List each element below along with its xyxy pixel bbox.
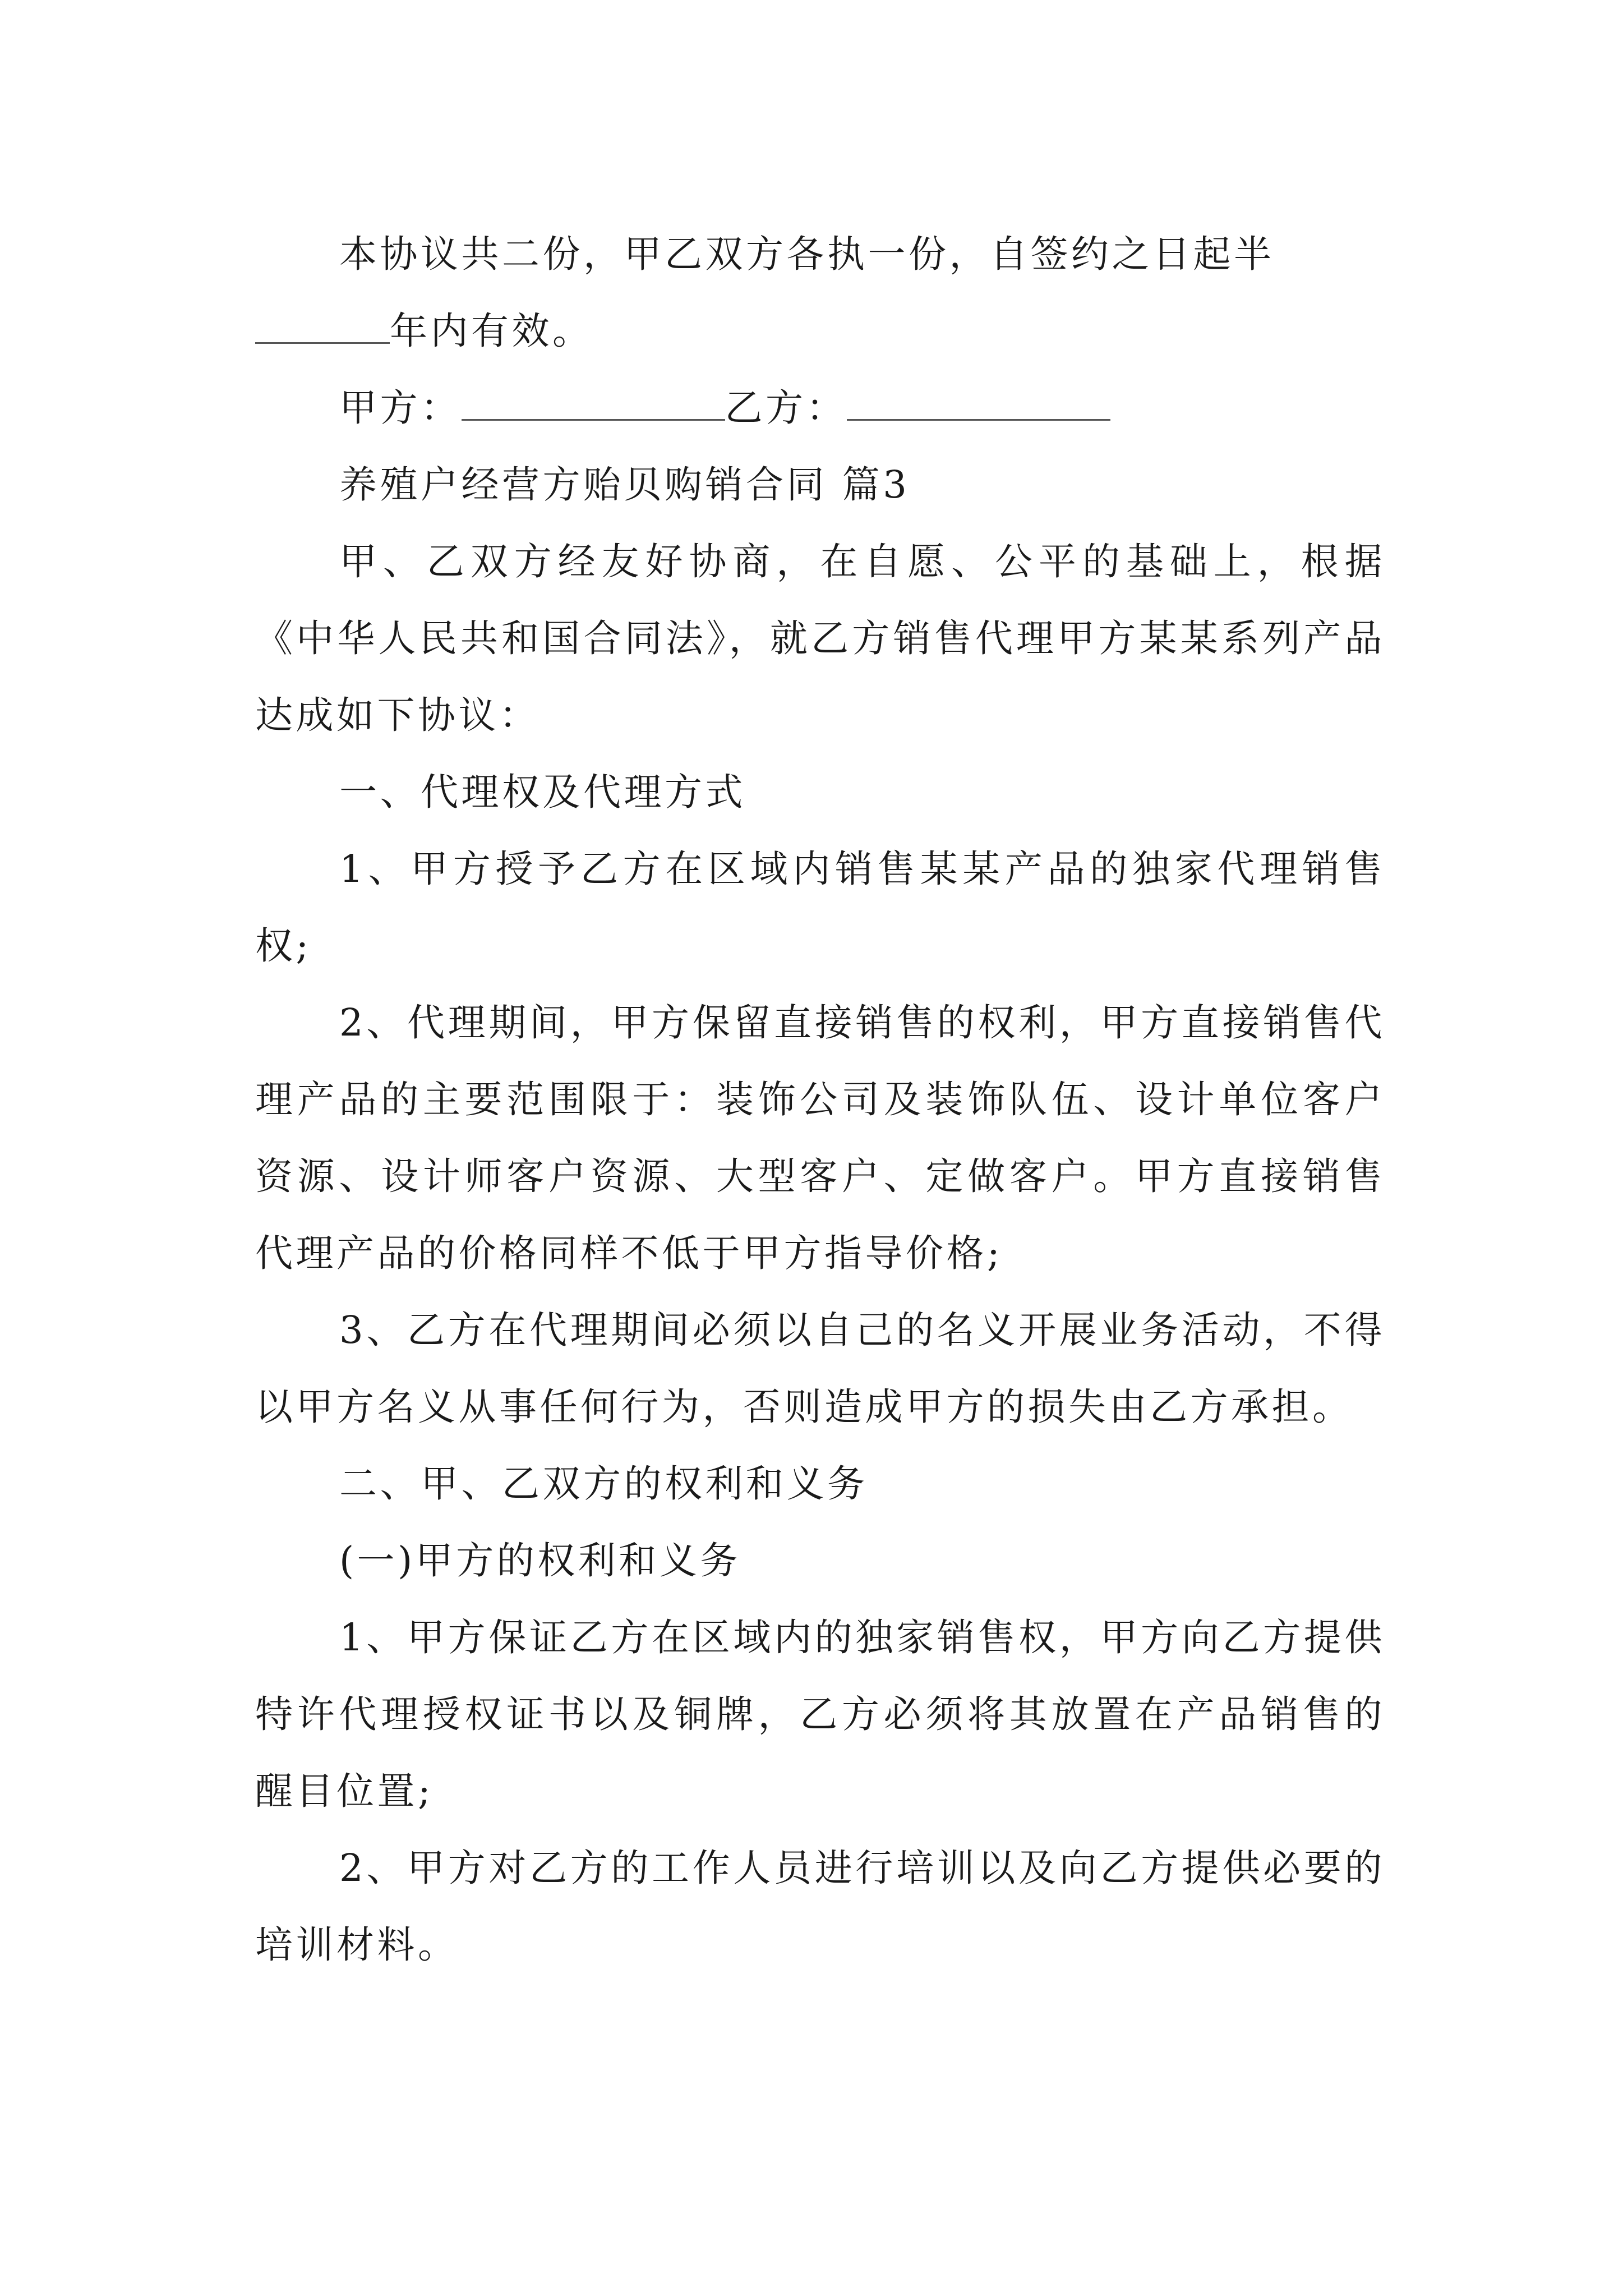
validity-text: 本协议共二份，甲乙双方各执一份，自签约之日起半 bbox=[339, 232, 1275, 276]
heading-1: 一、代理权及代理方式 bbox=[339, 770, 746, 814]
heading-2: 二、甲、乙双方的权利和义务 bbox=[339, 1462, 868, 1506]
document-body bbox=[255, 216, 1385, 1984]
party-a-label: 甲方： bbox=[339, 386, 462, 430]
clause-2-1-2: 2、甲方对乙方的工作人员进行培训以及向乙方提供必要的培训材料。 bbox=[255, 1846, 1385, 1967]
validity-line-1 bbox=[255, 216, 1385, 293]
clause-1-2: 2、代理期间，甲方保留直接销售的权利，甲方直接销售代理产品的主要范围限于：装饰公司及装饰队伍、设计单位客户资源、设计师客户资源、大型客户、定做客户。甲方直接销售代理产品的价格同样不低于甲方指导价格; bbox=[255, 1001, 1385, 1275]
clause-2-1-1: 1、甲方保证乙方在区域内的独家销售权，甲方向乙方提供特许代理授权证书以及铜牌，乙方必须将其放置在产品销售的醒目位置; bbox=[255, 1616, 1385, 1813]
signature-line bbox=[255, 370, 1385, 447]
validity-line-2 bbox=[255, 293, 1385, 370]
clause-1-1: 1、甲方授予乙方在区域内销售某某产品的独家代理销售权; bbox=[255, 847, 1385, 968]
intro-paragraph: 甲、乙双方经友好协商，在自愿、公平的基础上，根据《中华人民共和国合同法》，就乙方销售代理甲方某某系列产品达成如下协议： bbox=[255, 540, 1385, 737]
validity-suffix: 年内有效。 bbox=[390, 309, 593, 353]
party-b-blank bbox=[847, 384, 1110, 421]
party-a-blank bbox=[462, 384, 725, 421]
validity-blank bbox=[255, 307, 390, 344]
section-title: 养殖户经营方贻贝购销合同 篇3 bbox=[339, 463, 910, 507]
party-b-label: 乙方： bbox=[725, 386, 847, 430]
subheading-2-1: (一)甲方的权利和义务 bbox=[339, 1539, 741, 1582]
clause-1-3: 3、乙方在代理期间必须以自己的名义开展业务活动，不得以甲方名义从事任何行为，否则造成甲方的损失由乙方承担。 bbox=[255, 1308, 1385, 1429]
